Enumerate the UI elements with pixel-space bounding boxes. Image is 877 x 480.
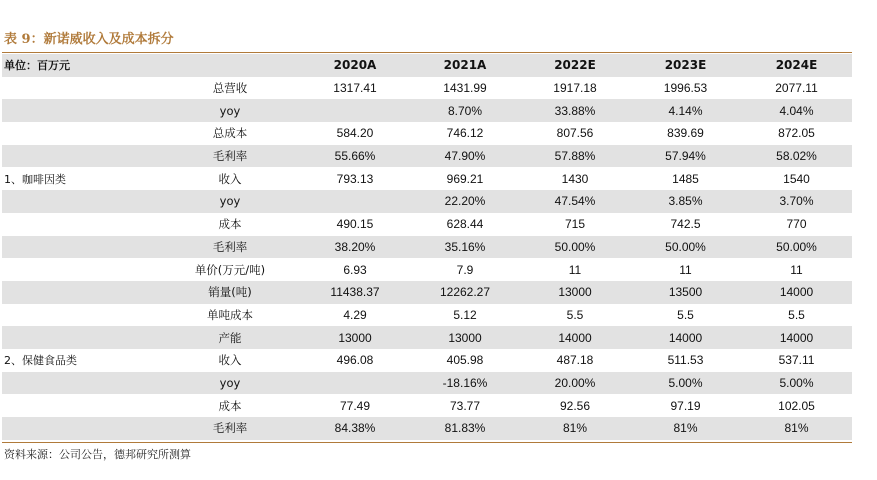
value-cell: 1540	[783, 171, 810, 186]
value-cell: 490.15	[336, 217, 374, 232]
value-cell: 793.13	[336, 171, 374, 186]
category-cell	[2, 258, 160, 281]
category-cell: 2、保健食品类	[4, 354, 77, 368]
value-cell: 11	[790, 262, 803, 277]
category-cell	[2, 394, 160, 417]
value-cell: 92.56	[559, 398, 591, 413]
value-cell: 1996.53	[663, 81, 708, 96]
value-cell: 487.18	[556, 353, 594, 368]
value-cell: 807.56	[556, 126, 594, 141]
item-cell: 产能	[160, 326, 300, 349]
value-cell: 1917.18	[553, 81, 597, 96]
value-cell: 14000	[520, 326, 630, 349]
value-cell: 13000	[520, 281, 630, 304]
category-cell	[2, 99, 160, 122]
value-cell: 1317.41	[333, 81, 377, 96]
value-cell: 50.00%	[630, 236, 741, 259]
value-cell: 969.21	[446, 171, 484, 186]
category-cell	[2, 236, 160, 259]
table-row	[2, 190, 852, 213]
value-cell: 3.70%	[741, 190, 852, 213]
item-cell: 毛利率	[160, 145, 300, 168]
value-cell: 1430	[561, 171, 589, 186]
column-header: 2021A	[410, 54, 520, 77]
value-cell: 14000	[630, 326, 741, 349]
source-footnote: 资料来源：公司公告，德邦研究所测算	[4, 448, 191, 461]
value-cell: 405.98	[446, 353, 484, 368]
item-cell: 毛利率	[160, 236, 300, 259]
value-cell: 47.90%	[410, 145, 520, 168]
item-cell: yoy	[160, 99, 300, 122]
value-cell: 84.38%	[300, 417, 410, 440]
value-cell: 8.70%	[410, 99, 520, 122]
item-cell: yoy	[160, 372, 300, 395]
value-cell: 81%	[741, 417, 852, 440]
column-header: 2022E	[520, 54, 630, 77]
value-cell: 5.12	[453, 307, 477, 322]
value-cell: 770	[786, 217, 807, 232]
value-cell: 58.02%	[741, 145, 852, 168]
item-header	[160, 54, 300, 77]
category-cell	[2, 326, 160, 349]
table-row	[2, 349, 852, 372]
item-cell: 单价(万元/吨)	[194, 262, 266, 277]
value-cell: 742.5	[670, 217, 701, 232]
value-cell: 50.00%	[520, 236, 630, 259]
header-row	[2, 54, 852, 77]
table-row	[2, 304, 852, 327]
value-cell: 102.05	[778, 398, 815, 413]
category-cell	[2, 213, 160, 236]
table-row	[2, 122, 852, 145]
value-cell: 628.44	[446, 217, 484, 232]
value-cell: 11438.37	[300, 281, 410, 304]
value-cell: 5.5	[677, 307, 694, 322]
table-row	[2, 417, 852, 440]
unit-label: 单位：百万元	[2, 54, 160, 77]
category-cell	[2, 145, 160, 168]
value-cell: 2077.11	[775, 81, 818, 96]
value-cell: 839.69	[667, 126, 704, 141]
value-cell: 1431.99	[443, 81, 487, 96]
value-cell: 81%	[630, 417, 741, 440]
item-cell: 总成本	[212, 126, 248, 141]
value-cell: 584.20	[336, 126, 374, 141]
value-cell: 872.05	[778, 126, 815, 141]
table-row	[2, 145, 852, 168]
item-cell: 成本	[218, 217, 242, 232]
item-cell: 收入	[218, 171, 242, 186]
category-cell	[2, 281, 160, 304]
table-row	[2, 326, 852, 349]
column-header: 2024E	[741, 54, 852, 77]
value-cell: 35.16%	[410, 236, 520, 259]
value-cell: 47.54%	[520, 190, 630, 213]
value-cell	[300, 190, 410, 213]
value-cell: 5.5	[788, 307, 805, 322]
item-cell: yoy	[160, 190, 300, 213]
table-row	[2, 281, 852, 304]
value-cell: 81.83%	[410, 417, 520, 440]
value-cell: 746.12	[446, 126, 484, 141]
title-divider	[2, 52, 852, 53]
item-cell: 总营收	[212, 81, 248, 96]
table-row	[2, 77, 852, 100]
value-cell: 14000	[741, 326, 852, 349]
value-cell: 3.85%	[630, 190, 741, 213]
item-cell: 收入	[218, 353, 242, 368]
value-cell: 20.00%	[520, 372, 630, 395]
category-cell	[2, 372, 160, 395]
value-cell: 73.77	[449, 398, 481, 413]
category-cell	[2, 77, 160, 100]
value-cell: -18.16%	[410, 372, 520, 395]
value-cell: 11	[679, 262, 692, 277]
table-row	[2, 99, 852, 122]
value-cell	[300, 372, 410, 395]
table-title: 表 9：新诺威收入及成本拆分	[4, 32, 174, 47]
table-row	[2, 394, 852, 417]
table-row	[2, 213, 852, 236]
value-cell: 715	[564, 217, 586, 232]
category-cell	[2, 190, 160, 213]
value-cell: 11	[568, 262, 582, 277]
value-cell: 5.5	[566, 307, 584, 322]
column-header: 2023E	[630, 54, 741, 77]
value-cell: 57.88%	[520, 145, 630, 168]
category-cell	[2, 417, 160, 440]
value-cell: 81%	[520, 417, 630, 440]
value-cell: 14000	[741, 281, 852, 304]
value-cell: 496.08	[336, 353, 374, 368]
value-cell: 511.53	[667, 353, 704, 368]
value-cell: 57.94%	[630, 145, 741, 168]
item-cell: 毛利率	[160, 417, 300, 440]
item-cell: 单吨成本	[207, 307, 253, 322]
value-cell: 13000	[300, 326, 410, 349]
value-cell: 12262.27	[410, 281, 520, 304]
value-cell: 4.04%	[741, 99, 852, 122]
value-cell: 13000	[410, 326, 520, 349]
column-header: 2020A	[300, 54, 410, 77]
value-cell: 50.00%	[741, 236, 852, 259]
value-cell: 5.00%	[741, 372, 852, 395]
table-row	[2, 167, 852, 190]
item-cell: 销量(吨)	[160, 281, 300, 304]
value-cell: 4.14%	[630, 99, 741, 122]
value-cell: 537.11	[778, 353, 815, 368]
value-cell: 77.49	[339, 398, 371, 413]
revenue-cost-table	[2, 54, 852, 440]
table-row	[2, 258, 852, 281]
bottom-divider	[2, 442, 852, 443]
value-cell: 38.20%	[300, 236, 410, 259]
value-cell: 55.66%	[300, 145, 410, 168]
value-cell: 4.29	[343, 307, 367, 322]
value-cell: 6.93	[343, 262, 367, 277]
category-cell: 1、咖啡因类	[4, 172, 66, 186]
value-cell	[300, 99, 410, 122]
value-cell: 1485	[672, 171, 699, 186]
value-cell: 33.88%	[520, 99, 630, 122]
value-cell: 97.19	[670, 398, 701, 413]
value-cell: 5.00%	[630, 372, 741, 395]
category-cell	[2, 304, 160, 327]
value-cell: 22.20%	[410, 190, 520, 213]
table-row	[2, 236, 852, 259]
category-cell	[2, 122, 160, 145]
item-cell: 成本	[218, 398, 242, 413]
value-cell: 13500	[630, 281, 741, 304]
value-cell: 7.9	[456, 262, 474, 277]
table-row	[2, 372, 852, 395]
